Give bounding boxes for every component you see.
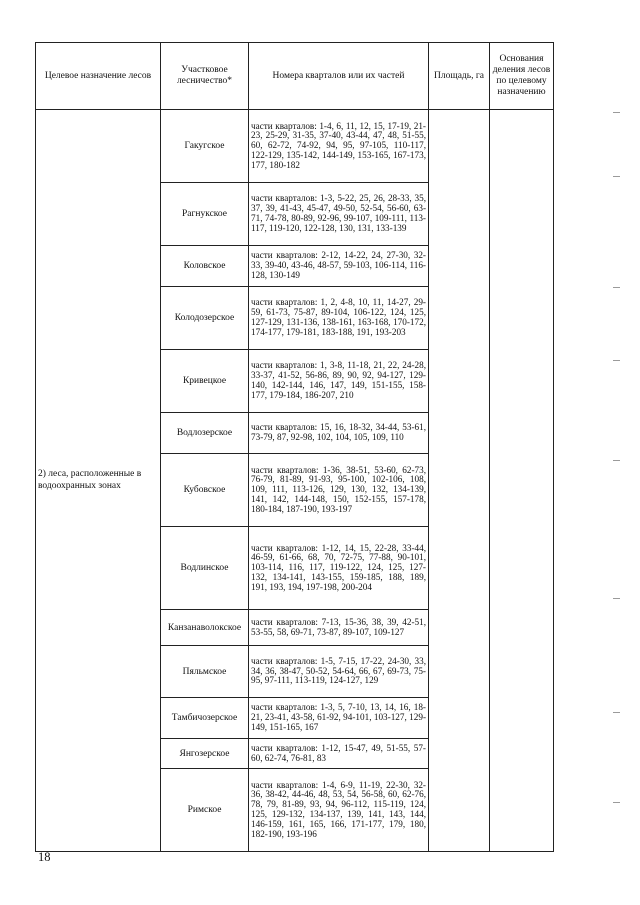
- header-area: Площадь, га: [429, 43, 490, 110]
- blocks-cell: части кварталов: 1-12, 15-47, 49, 51-55, 57-60, 62-74, 76-81, 83: [249, 739, 429, 769]
- forest-purpose-table: [35, 42, 554, 852]
- basis-cell: [490, 110, 554, 852]
- forestry-cell: Кубовское: [161, 454, 249, 527]
- area-cell: [429, 110, 490, 852]
- blocks-cell: части кварталов: 1-4, 6-9, 11-19, 22-30, 32-36, 38-42, 44-46, 48, 53, 54, 56-58, 60, 62-76, 78, 79, 81-89, 93, 94, 96-112, 115-119, 124, 125, 129-132, 134-137, 139, 141, 143, 144, 146-159, 161, 165, 166, 171-177, 179, 180, 182-190, 193-196: [249, 769, 429, 852]
- forestry-cell: Рагнукское: [161, 183, 249, 246]
- table-row: [36, 110, 554, 183]
- forestry-cell: Канзанаволокское: [161, 610, 249, 646]
- forestry-cell: Римское: [161, 769, 249, 852]
- forestry-cell: Водлинское: [161, 527, 249, 610]
- blocks-cell: части кварталов: 1-3, 5-22, 25, 26, 28-33, 35, 37, 39, 41-43, 45-47, 49-50, 52-54, 56-60, 63-71, 74-78, 80-89, 92-96, 99-107, 109-111, 113-117, 119-120, 122-128, 130, 131, 133-139: [249, 183, 429, 246]
- header-basis: Основания деления лесов по целевому назначению: [490, 43, 554, 110]
- blocks-cell: части кварталов: 1, 3-8, 11-18, 21, 22, 24-28, 33-37, 41-52, 56-86, 89, 90, 92, 94-127, 129-140, 142-144, 146, 147, 149, 151-155, 158-177, 179-184, 186-207, 210: [249, 350, 429, 413]
- blocks-cell: части кварталов: 1-4, 6, 11, 12, 15, 17-19, 21-23, 25-29, 31-35, 37-40, 43-44, 47, 48, 51-55, 60, 62-72, 74-92, 94, 95, 97-105, 110-117, 122-129, 135-142, 144-149, 153-165, 167-173, 177, 180-182: [249, 110, 429, 183]
- forestry-cell: Тамбичозерское: [161, 698, 249, 739]
- blocks-cell: части кварталов: 1-36, 38-51, 53-60, 62-73, 76-79, 81-89, 91-93, 95-100, 102-106, 108, 109, 111, 113-126, 129, 130, 132, 134-139, 141, 142, 144-148, 150, 152-155, 157-178, 180-184, 187-190, 193-197: [249, 454, 429, 527]
- blocks-cell: части кварталов: 15, 16, 18-32, 34-44, 53-61, 73-79, 87, 92-98, 102, 104, 105, 109, 110: [249, 413, 429, 454]
- header-row: [36, 43, 554, 110]
- page-number: 18: [38, 850, 51, 864]
- header-purpose: Целевое назначение лесов: [36, 43, 161, 110]
- forestry-cell: Колодозерское: [161, 287, 249, 350]
- blocks-cell: части кварталов: 2-12, 14-22, 24, 27-30, 32-33, 39-40, 43-46, 48-57, 59-103, 106-114, 116-128, 130-149: [249, 246, 429, 287]
- blocks-cell: части кварталов: 7-13, 15-36, 38, 39, 42-51, 53-55, 58, 69-71, 73-87, 89-107, 109-127: [249, 610, 429, 646]
- purpose-cell: 2) леса, расположенные в водоохранных зонах: [36, 110, 161, 852]
- forestry-cell: Пяльмское: [161, 646, 249, 698]
- header-blocks: Номера кварталов или их частей: [249, 43, 429, 110]
- header-forestry: Участковое лесничество*: [161, 43, 249, 110]
- blocks-cell: части кварталов: 1-3, 5, 7-10, 13, 14, 16, 18-21, 23-41, 43-58, 61-92, 94-101, 103-127, 129-149, 151-165, 167: [249, 698, 429, 739]
- blocks-cell: части кварталов: 1-12, 14, 15, 22-28, 33-44, 46-59, 61-66, 68, 70, 72-75, 77-88, 90-101, 103-114, 116, 117, 119-122, 124, 125, 127-132, 134-141, 143-155, 159-185, 188, 189, 191, 193, 194, 197-198, 200-204: [249, 527, 429, 610]
- forestry-cell: Водлозерское: [161, 413, 249, 454]
- forestry-cell: Кривецкое: [161, 350, 249, 413]
- blocks-cell: части кварталов: 1-5, 7-15, 17-22, 24-30, 33, 34, 36, 38-47, 50-52, 54-64, 66, 67, 69-73, 75-95, 97-111, 113-119, 124-127, 129: [249, 646, 429, 698]
- blocks-cell: части кварталов: 1, 2, 4-8, 10, 11, 14-27, 29-59, 61-73, 75-87, 89-104, 106-122, 124, 125, 127-129, 131-136, 138-161, 163-168, 170-172, 174-177, 179-181, 183-188, 191, 193-203: [249, 287, 429, 350]
- forestry-cell: Гакугское: [161, 110, 249, 183]
- forestry-cell: Коловское: [161, 246, 249, 287]
- forestry-cell: Янгозерское: [161, 739, 249, 769]
